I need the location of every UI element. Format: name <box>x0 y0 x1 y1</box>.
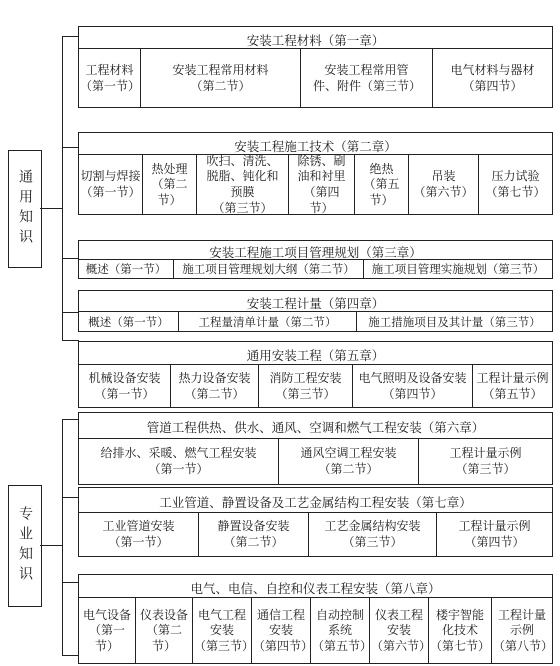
section-cell: 电气设备 （第一节） <box>79 598 136 664</box>
section-cell: 安装工程常用管件、附件（第三节） <box>301 49 433 108</box>
general-knowledge-label: 通用知识 <box>17 169 33 249</box>
section-cell: 工程计量示例 （第三节） <box>449 446 522 476</box>
section-cell: 热处理 （第二节） <box>143 155 197 215</box>
section-cell: 施工项目管理规划大纲（第二节） <box>174 260 364 279</box>
section-row <box>79 438 552 485</box>
section-cell: 概述（第一节） <box>79 312 179 332</box>
bracket-tick <box>62 312 78 313</box>
section-cell: 工业管道安装 （第一节） <box>79 513 199 557</box>
chapter-2 <box>78 132 553 215</box>
chapter-7 <box>78 487 553 557</box>
chapter-5 <box>78 341 553 408</box>
section-cell: 压力试验 （第七节） <box>485 169 546 199</box>
professional-knowledge-label: 专业知识 <box>17 506 33 586</box>
section-row <box>79 597 552 664</box>
section-cell: 吊装 （第六节） <box>409 155 479 215</box>
section-cell: 仪表设备 （第二节） <box>136 598 193 664</box>
general-bracket <box>62 36 79 341</box>
section-cell: 通风空调工程安装 （第二节） <box>279 439 419 485</box>
section-cell: 静置设备安装 （第二节） <box>199 513 309 557</box>
chapter-6 <box>78 412 553 485</box>
section-cell: 电气工程 安装 （第三节） <box>193 598 252 664</box>
section-cell: 给排水、采暖、燃气工程安装 （第一节） <box>79 439 279 485</box>
section-cell: 仪表工程 安装 （第六节） <box>370 598 429 664</box>
section-cell: 楼宇智能 化技术 （第七节） <box>429 598 492 664</box>
section-row <box>79 259 552 279</box>
section-cell: 电气材料与器材 （第四节） <box>450 62 535 93</box>
bracket-tick <box>62 497 78 498</box>
section-cell: 除锈、刷油和衬里 （第四节） <box>289 155 355 215</box>
section-cell: 概述（第一节） <box>79 260 174 279</box>
chapter-title: 安装工程计量（第四章） <box>246 296 385 311</box>
professional-connector <box>40 545 62 546</box>
section-cell: 消防工程安装 （第三节） <box>259 365 353 408</box>
chapter-title: 安装工程材料（第一章） <box>246 33 385 48</box>
chapter-title: 安装工程施工项目管理规划（第三章） <box>209 245 422 260</box>
bracket-tick <box>62 147 78 148</box>
chapter-title: 工业管道、静置设备及工艺金属结构工程安装（第七章） <box>159 495 472 510</box>
chapter-1 <box>78 26 553 108</box>
section-cell: 自动控制 系统 （第五节） <box>311 598 370 664</box>
section-row <box>79 48 552 108</box>
section-cell: 施工措施项目及其计量（第三节） <box>368 314 541 329</box>
section-row <box>79 154 552 215</box>
section-row <box>79 512 552 557</box>
chapter-4 <box>78 290 553 332</box>
general-knowledge-box <box>8 150 42 268</box>
section-cell: 工程计量示例 （第四节） <box>458 519 531 549</box>
section-cell: 工程量清单计量（第二节） <box>179 312 357 332</box>
general-connector <box>40 208 62 209</box>
section-row <box>79 311 552 332</box>
section-cell: 电气照明及设备安装 （第四节） <box>353 365 473 408</box>
section-cell: 绝热 （第五节） <box>355 155 409 215</box>
professional-knowledge-box <box>8 485 42 607</box>
chapter-title: 通用安装工程（第五章） <box>246 348 385 363</box>
section-cell: 切割与焊接 （第一节） <box>79 155 143 215</box>
chapter-title: 电气、电信、自控和仪表工程安装（第八章） <box>190 581 441 596</box>
section-cell: 施工项目管理实施规划（第三节） <box>371 262 545 277</box>
chapter-title: 管道工程供热、供水、通风、空调和燃气工程安装（第六章） <box>146 420 485 435</box>
section-cell: 安装工程常用材料 （第二节） <box>141 49 301 108</box>
section-cell: 工程材料 （第一节） <box>79 49 141 108</box>
section-cell: 工程计量 示例 （第八节） <box>493 607 554 653</box>
bracket-tick <box>62 258 78 259</box>
professional-bracket <box>62 419 79 656</box>
section-cell: 工艺金属结构安装 （第三节） <box>309 513 437 557</box>
bracket-tick <box>62 582 78 583</box>
section-cell: 吹扫、清洗、脱脂、钝化和预膜 （第三节） <box>197 155 289 215</box>
section-cell: 热力设备安装 （第二节） <box>171 365 259 408</box>
chapter-3 <box>78 240 553 279</box>
section-cell: 工程计量示例 （第五节） <box>476 370 549 401</box>
section-cell: 通信工程 安装 （第四节） <box>252 598 311 664</box>
section-cell: 机械设备安装 （第一节） <box>79 365 171 408</box>
chapter-8 <box>78 574 553 664</box>
chapter-title: 安装工程施工技术（第二章） <box>234 139 397 154</box>
section-row <box>79 364 552 408</box>
